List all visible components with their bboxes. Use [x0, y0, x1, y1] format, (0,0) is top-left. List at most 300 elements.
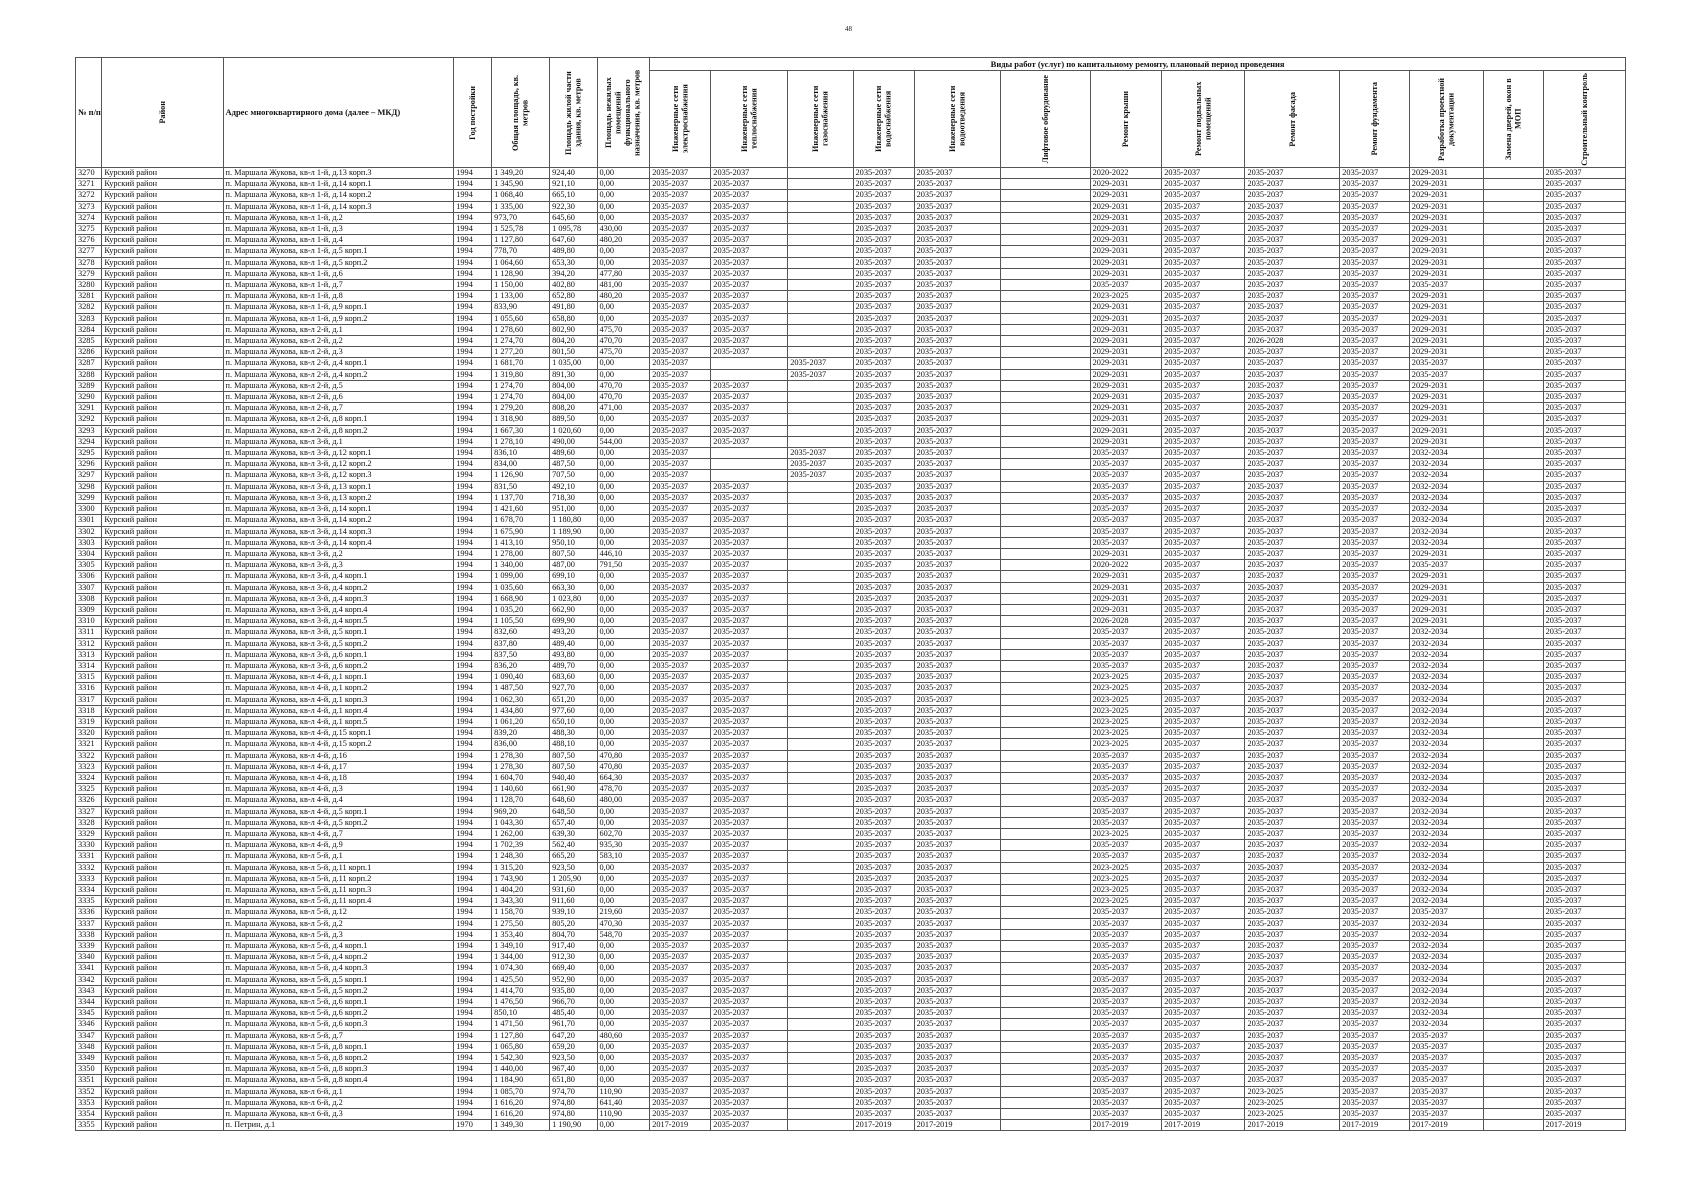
- water-period-cell: 2035-2037: [853, 470, 914, 481]
- roof-period-cell: 2023-2025: [1090, 828, 1162, 839]
- electric-period-cell: 2035-2037: [650, 302, 711, 313]
- foundation-period-cell: 2035-2037: [1340, 750, 1410, 761]
- doors-windows-period-cell: [1483, 448, 1543, 459]
- elevator-period-cell: [1001, 268, 1091, 279]
- build-year-cell: 1994: [454, 1030, 492, 1041]
- heating-period-cell: 2035-2037: [711, 784, 788, 795]
- address-cell: п. Маршала Жукова, кв-л 5-й, д.6 корп.3: [223, 1019, 454, 1030]
- foundation-period-cell: 2035-2037: [1340, 235, 1410, 246]
- district-cell: Курский район: [102, 280, 223, 291]
- foundation-period-cell: 2035-2037: [1340, 761, 1410, 772]
- district-cell: Курский район: [102, 425, 223, 436]
- heating-period-cell: 2035-2037: [711, 772, 788, 783]
- row-number-cell: 3313: [76, 649, 102, 660]
- water-period-cell: 2035-2037: [853, 997, 914, 1008]
- water-period-cell: 2035-2037: [853, 492, 914, 503]
- electric-period-cell: 2035-2037: [650, 291, 711, 302]
- total-area-cell: 1 743,90: [492, 873, 550, 884]
- living-area-cell: 808,20: [550, 403, 597, 414]
- living-area-cell: 645,60: [550, 212, 597, 223]
- address-cell: п. Маршала Жукова, кв-л 1-й, д.8: [223, 291, 454, 302]
- basement-period-cell: 2035-2037: [1162, 873, 1245, 884]
- heating-period-cell: 2035-2037: [711, 952, 788, 963]
- living-area-cell: 489,80: [550, 246, 597, 257]
- table-row: [76, 952, 1626, 963]
- foundation-period-cell: 2035-2037: [1340, 526, 1410, 537]
- gas-period-cell: [788, 963, 853, 974]
- gas-period-cell: [788, 705, 853, 716]
- table-row: [76, 840, 1626, 851]
- design-doc-period-cell: 2029-2031: [1409, 324, 1483, 335]
- roof-period-cell: 2029-2031: [1090, 336, 1162, 347]
- row-number-cell: 3288: [76, 369, 102, 380]
- electric-period-cell: 2035-2037: [650, 526, 711, 537]
- district-cell: Курский район: [102, 828, 223, 839]
- total-area-cell: 1 278,30: [492, 750, 550, 761]
- total-area-cell: 1 319,80: [492, 369, 550, 380]
- elevator-period-cell: [1001, 369, 1091, 380]
- nonliving-area-cell: 0,00: [597, 492, 650, 503]
- electric-period-cell: 2035-2037: [650, 1019, 711, 1030]
- electric-period-cell: 2035-2037: [650, 324, 711, 335]
- construction-control-period-cell: 2035-2037: [1543, 515, 1625, 526]
- gas-period-cell: [788, 1109, 853, 1120]
- foundation-period-cell: 2035-2037: [1340, 515, 1410, 526]
- district-cell: Курский район: [102, 604, 223, 615]
- heating-period-cell: 2035-2037: [711, 761, 788, 772]
- address-cell: п. Маршала Жукова, кв-л 2-й, д.7: [223, 403, 454, 414]
- living-area-cell: 718,30: [550, 492, 597, 503]
- roof-period-cell: 2035-2037: [1090, 649, 1162, 660]
- roof-period-cell: 2023-2025: [1090, 739, 1162, 750]
- district-cell: Курский район: [102, 481, 223, 492]
- gas-period-cell: [788, 425, 853, 436]
- sewer-period-cell: 2035-2037: [914, 985, 1000, 996]
- heating-period-cell: 2035-2037: [711, 235, 788, 246]
- row-number-cell: 3296: [76, 459, 102, 470]
- design-doc-period-cell: 2029-2031: [1409, 571, 1483, 582]
- nonliving-area-cell: 0,00: [597, 179, 650, 190]
- gas-period-cell: [788, 190, 853, 201]
- total-area-cell: 1 604,70: [492, 772, 550, 783]
- design-doc-period-cell: 2032-2034: [1409, 504, 1483, 515]
- row-number-cell: 3316: [76, 683, 102, 694]
- sewer-period-cell: 2035-2037: [914, 885, 1000, 896]
- design-doc-period-cell: 2032-2034: [1409, 627, 1483, 638]
- nonliving-area-cell: 219,60: [597, 907, 650, 918]
- work-header-label: Инженерные сети газоснабжения: [810, 85, 830, 153]
- build-year-cell: 1994: [454, 1075, 492, 1086]
- build-year-cell: 1994: [454, 616, 492, 627]
- heating-period-cell: 2035-2037: [711, 380, 788, 391]
- water-period-cell: 2035-2037: [853, 235, 914, 246]
- gas-period-cell: [788, 750, 853, 761]
- nonliving-area-cell: 0,00: [597, 817, 650, 828]
- nonliving-area-cell: 0,00: [597, 705, 650, 716]
- build-year-cell: 1994: [454, 515, 492, 526]
- roof-period-cell: 2035-2037: [1090, 806, 1162, 817]
- nonliving-area-cell: 470,70: [597, 380, 650, 391]
- address-cell: п. Маршала Жукова, кв-л 1-й, д.13 корп.3: [223, 168, 454, 179]
- construction-control-period-cell: 2035-2037: [1543, 885, 1625, 896]
- build-year-cell: 1994: [454, 504, 492, 515]
- facade-period-cell: 2035-2037: [1245, 268, 1340, 279]
- build-year-cell: 1994: [454, 560, 492, 571]
- gas-period-cell: [788, 806, 853, 817]
- construction-control-period-cell: 2035-2037: [1543, 907, 1625, 918]
- water-period-cell: 2035-2037: [853, 246, 914, 257]
- total-area-cell: 1 345,90: [492, 179, 550, 190]
- elevator-period-cell: [1001, 997, 1091, 1008]
- gas-period-cell: [788, 571, 853, 582]
- elevator-period-cell: [1001, 246, 1091, 257]
- gas-period-cell: [788, 616, 853, 627]
- water-period-cell: 2035-2037: [853, 1097, 914, 1108]
- row-number-cell: 3306: [76, 571, 102, 582]
- sewer-period-cell: 2035-2037: [914, 190, 1000, 201]
- build-year-cell: 1994: [454, 403, 492, 414]
- table-row: [76, 347, 1626, 358]
- water-period-cell: 2035-2037: [853, 459, 914, 470]
- nonliving-area-cell: 664,30: [597, 772, 650, 783]
- address-cell: п. Маршала Жукова, кв-л 3-й, д.4 корп.5: [223, 616, 454, 627]
- water-period-cell: 2035-2037: [853, 627, 914, 638]
- nonliving-area-cell: 544,00: [597, 436, 650, 447]
- elevator-period-cell: [1001, 941, 1091, 952]
- living-area-cell: 1 095,78: [550, 224, 597, 235]
- construction-control-period-cell: 2035-2037: [1543, 985, 1625, 996]
- work-header: [711, 71, 788, 168]
- sewer-period-cell: 2035-2037: [914, 537, 1000, 548]
- heating-period-cell: 2035-2037: [711, 593, 788, 604]
- table-row: [76, 425, 1626, 436]
- facade-period-cell: 2023-2025: [1245, 1109, 1340, 1120]
- district-cell: Курский район: [102, 1109, 223, 1120]
- electric-period-cell: 2035-2037: [650, 873, 711, 884]
- foundation-period-cell: 2035-2037: [1340, 403, 1410, 414]
- sewer-period-cell: 2035-2037: [914, 1030, 1000, 1041]
- design-doc-period-cell: 2029-2031: [1409, 593, 1483, 604]
- nonliving-area-cell: 0,00: [597, 358, 650, 369]
- heating-period-cell: 2035-2037: [711, 851, 788, 862]
- elevator-period-cell: [1001, 1064, 1091, 1075]
- water-period-cell: 2035-2037: [853, 784, 914, 795]
- col-district-header: [102, 58, 223, 168]
- construction-control-period-cell: 2035-2037: [1543, 683, 1625, 694]
- roof-period-cell: 2035-2037: [1090, 1041, 1162, 1052]
- sewer-period-cell: 2035-2037: [914, 302, 1000, 313]
- work-header-label: Инженерные сети водоснабжения: [874, 85, 893, 153]
- row-number-cell: 3285: [76, 336, 102, 347]
- electric-period-cell: 2035-2037: [650, 470, 711, 481]
- nonliving-area-cell: 0,00: [597, 1019, 650, 1030]
- sewer-period-cell: 2035-2037: [914, 571, 1000, 582]
- electric-period-cell: 2035-2037: [650, 952, 711, 963]
- electric-period-cell: 2035-2037: [650, 907, 711, 918]
- address-cell: п. Маршала Жукова, кв-л 4-й, д.9: [223, 840, 454, 851]
- facade-period-cell: 2023-2025: [1245, 1097, 1340, 1108]
- heating-period-cell: 2035-2037: [711, 627, 788, 638]
- row-number-cell: 3271: [76, 179, 102, 190]
- doors-windows-period-cell: [1483, 728, 1543, 739]
- living-area-cell: 651,80: [550, 1075, 597, 1086]
- row-number-cell: 3283: [76, 313, 102, 324]
- nonliving-area-cell: 0,00: [597, 862, 650, 873]
- district-cell: Курский район: [102, 862, 223, 873]
- foundation-period-cell: 2035-2037: [1340, 705, 1410, 716]
- doors-windows-period-cell: [1483, 918, 1543, 929]
- table-row: [76, 459, 1626, 470]
- basement-period-cell: 2035-2037: [1162, 974, 1245, 985]
- electric-period-cell: 2035-2037: [650, 1109, 711, 1120]
- total-area-cell: 1 090,40: [492, 672, 550, 683]
- construction-control-period-cell: 2035-2037: [1543, 504, 1625, 515]
- district-cell: Курский район: [102, 1075, 223, 1086]
- construction-control-period-cell: 2035-2037: [1543, 784, 1625, 795]
- gas-period-cell: [788, 436, 853, 447]
- address-cell: п. Маршала Жукова, кв-л 3-й, д.3: [223, 560, 454, 571]
- facade-period-cell: 2035-2037: [1245, 369, 1340, 380]
- row-number-cell: 3326: [76, 795, 102, 806]
- col-area-total-header: [492, 58, 550, 168]
- address-cell: п. Маршала Жукова, кв-л 5-й, д.4 корп.1: [223, 941, 454, 952]
- heating-period-cell: 2035-2037: [711, 1109, 788, 1120]
- address-cell: п. Маршала Жукова, кв-л 2-й, д.1: [223, 324, 454, 335]
- facade-period-cell: 2035-2037: [1245, 436, 1340, 447]
- district-cell: Курский район: [102, 324, 223, 335]
- water-period-cell: 2035-2037: [853, 929, 914, 940]
- total-area-cell: 1 278,10: [492, 436, 550, 447]
- roof-period-cell: 2023-2025: [1090, 291, 1162, 302]
- roof-period-cell: 2035-2037: [1090, 492, 1162, 503]
- design-doc-period-cell: 2032-2034: [1409, 840, 1483, 851]
- nonliving-area-cell: 110,90: [597, 1109, 650, 1120]
- roof-period-cell: 2026-2028: [1090, 616, 1162, 627]
- electric-period-cell: 2035-2037: [650, 616, 711, 627]
- heating-period-cell: 2035-2037: [711, 885, 788, 896]
- build-year-cell: 1994: [454, 1019, 492, 1030]
- basement-period-cell: 2017-2019: [1162, 1120, 1245, 1131]
- district-cell: Курский район: [102, 1008, 223, 1019]
- elevator-period-cell: [1001, 302, 1091, 313]
- address-cell: п. Маршала Жукова, кв-л 1-й, д.14 корп.1: [223, 179, 454, 190]
- water-period-cell: 2035-2037: [853, 828, 914, 839]
- design-doc-period-cell: 2032-2034: [1409, 896, 1483, 907]
- gas-period-cell: [788, 952, 853, 963]
- build-year-cell: 1994: [454, 750, 492, 761]
- gas-period-cell: [788, 313, 853, 324]
- elevator-period-cell: [1001, 470, 1091, 481]
- work-header: [853, 71, 914, 168]
- sewer-period-cell: 2035-2037: [914, 560, 1000, 571]
- construction-control-period-cell: 2035-2037: [1543, 548, 1625, 559]
- construction-control-period-cell: 2035-2037: [1543, 212, 1625, 223]
- district-cell: Курский район: [102, 504, 223, 515]
- table-row: [76, 974, 1626, 985]
- construction-control-period-cell: 2035-2037: [1543, 1008, 1625, 1019]
- water-period-cell: 2035-2037: [853, 336, 914, 347]
- construction-control-period-cell: 2035-2037: [1543, 280, 1625, 291]
- total-area-cell: 1 434,80: [492, 705, 550, 716]
- sewer-period-cell: 2035-2037: [914, 862, 1000, 873]
- nonliving-area-cell: 641,40: [597, 1097, 650, 1108]
- heating-period-cell: 2035-2037: [711, 997, 788, 1008]
- sewer-period-cell: 2035-2037: [914, 1019, 1000, 1030]
- doors-windows-period-cell: [1483, 784, 1543, 795]
- nonliving-area-cell: 0,00: [597, 582, 650, 593]
- facade-period-cell: 2035-2037: [1245, 929, 1340, 940]
- elevator-period-cell: [1001, 1041, 1091, 1052]
- doors-windows-period-cell: [1483, 168, 1543, 179]
- row-number-cell: 3293: [76, 425, 102, 436]
- design-doc-period-cell: 2029-2031: [1409, 302, 1483, 313]
- nonliving-area-cell: 0,00: [597, 683, 650, 694]
- facade-period-cell: 2035-2037: [1245, 1064, 1340, 1075]
- table-row: [76, 997, 1626, 1008]
- construction-control-period-cell: 2035-2037: [1543, 425, 1625, 436]
- construction-control-period-cell: 2035-2037: [1543, 526, 1625, 537]
- gas-period-cell: [788, 1030, 853, 1041]
- roof-period-cell: 2035-2037: [1090, 1086, 1162, 1097]
- foundation-period-cell: 2035-2037: [1340, 481, 1410, 492]
- address-cell: п. Маршала Жукова, кв-л 5-й, д.5 корп.1: [223, 974, 454, 985]
- water-period-cell: 2035-2037: [853, 571, 914, 582]
- build-year-cell: 1994: [454, 526, 492, 537]
- total-area-cell: 1 262,00: [492, 828, 550, 839]
- gas-period-cell: [788, 1008, 853, 1019]
- district-cell: Курский район: [102, 795, 223, 806]
- facade-period-cell: 2017-2019: [1245, 1120, 1340, 1131]
- heating-period-cell: 2035-2037: [711, 492, 788, 503]
- roof-period-cell: 2023-2025: [1090, 716, 1162, 727]
- row-number-cell: 3312: [76, 638, 102, 649]
- water-period-cell: 2035-2037: [853, 851, 914, 862]
- address-cell: п. Маршала Жукова, кв-л 3-й, д.4 корп.2: [223, 582, 454, 593]
- build-year-cell: 1994: [454, 593, 492, 604]
- roof-period-cell: 2029-2031: [1090, 212, 1162, 223]
- address-cell: п. Маршала Жукова, кв-л 5-й, д.8 корп.1: [223, 1041, 454, 1052]
- total-area-cell: 832,60: [492, 627, 550, 638]
- gas-period-cell: [788, 492, 853, 503]
- roof-period-cell: 2029-2031: [1090, 548, 1162, 559]
- construction-control-period-cell: 2035-2037: [1543, 873, 1625, 884]
- table-row: [76, 1030, 1626, 1041]
- doors-windows-period-cell: [1483, 997, 1543, 1008]
- row-number-cell: 3276: [76, 235, 102, 246]
- heating-period-cell: 2035-2037: [711, 515, 788, 526]
- electric-period-cell: 2035-2037: [650, 828, 711, 839]
- construction-control-period-cell: 2035-2037: [1543, 246, 1625, 257]
- build-year-cell: 1994: [454, 941, 492, 952]
- roof-period-cell: 2035-2037: [1090, 761, 1162, 772]
- facade-period-cell: 2035-2037: [1245, 324, 1340, 335]
- row-number-cell: 3284: [76, 324, 102, 335]
- basement-period-cell: 2035-2037: [1162, 504, 1245, 515]
- build-year-cell: 1994: [454, 963, 492, 974]
- design-doc-period-cell: 2032-2034: [1409, 716, 1483, 727]
- roof-period-cell: 2035-2037: [1090, 929, 1162, 940]
- total-area-cell: 1 277,20: [492, 347, 550, 358]
- gas-period-cell: [788, 526, 853, 537]
- district-cell: Курский район: [102, 974, 223, 985]
- living-area-cell: 488,10: [550, 739, 597, 750]
- basement-period-cell: 2035-2037: [1162, 1053, 1245, 1064]
- basement-period-cell: 2035-2037: [1162, 548, 1245, 559]
- build-year-cell: 1994: [454, 828, 492, 839]
- address-cell: п. Маршала Жукова, кв-л 1-й, д.6: [223, 268, 454, 279]
- electric-period-cell: 2035-2037: [650, 212, 711, 223]
- design-doc-period-cell: 2029-2031: [1409, 336, 1483, 347]
- roof-period-cell: 2020-2022: [1090, 168, 1162, 179]
- electric-period-cell: 2035-2037: [650, 257, 711, 268]
- foundation-period-cell: 2035-2037: [1340, 280, 1410, 291]
- address-cell: п. Маршала Жукова, кв-л 5-й, д.2: [223, 918, 454, 929]
- sewer-period-cell: 2035-2037: [914, 593, 1000, 604]
- water-period-cell: 2035-2037: [853, 795, 914, 806]
- facade-period-cell: 2035-2037: [1245, 224, 1340, 235]
- roof-period-cell: 2035-2037: [1090, 963, 1162, 974]
- build-year-cell: 1994: [454, 929, 492, 940]
- electric-period-cell: 2035-2037: [650, 885, 711, 896]
- construction-control-period-cell: 2035-2037: [1543, 302, 1625, 313]
- basement-period-cell: 2035-2037: [1162, 694, 1245, 705]
- gas-period-cell: [788, 638, 853, 649]
- doors-windows-period-cell: [1483, 380, 1543, 391]
- nonliving-area-cell: 480,60: [597, 1030, 650, 1041]
- heating-period-cell: 2035-2037: [711, 481, 788, 492]
- table-row: [76, 750, 1626, 761]
- construction-control-period-cell: 2035-2037: [1543, 1086, 1625, 1097]
- facade-period-cell: 2035-2037: [1245, 885, 1340, 896]
- build-year-cell: 1994: [454, 1053, 492, 1064]
- basement-period-cell: 2035-2037: [1162, 593, 1245, 604]
- electric-period-cell: 2035-2037: [650, 571, 711, 582]
- heating-period-cell: 2035-2037: [711, 571, 788, 582]
- basement-period-cell: 2035-2037: [1162, 380, 1245, 391]
- gas-period-cell: [788, 235, 853, 246]
- district-cell: Курский район: [102, 347, 223, 358]
- heating-period-cell: 2035-2037: [711, 616, 788, 627]
- row-number-cell: 3273: [76, 201, 102, 212]
- table-row: [76, 638, 1626, 649]
- facade-period-cell: 2035-2037: [1245, 179, 1340, 190]
- foundation-period-cell: 2035-2037: [1340, 772, 1410, 783]
- row-number-cell: 3337: [76, 918, 102, 929]
- row-number-cell: 3297: [76, 470, 102, 481]
- construction-control-period-cell: 2035-2037: [1543, 806, 1625, 817]
- water-period-cell: 2035-2037: [853, 918, 914, 929]
- foundation-period-cell: 2035-2037: [1340, 425, 1410, 436]
- gas-period-cell: [788, 772, 853, 783]
- electric-period-cell: 2035-2037: [650, 683, 711, 694]
- doors-windows-period-cell: [1483, 851, 1543, 862]
- living-area-cell: 650,10: [550, 716, 597, 727]
- elevator-period-cell: [1001, 403, 1091, 414]
- roof-period-cell: 2029-2031: [1090, 604, 1162, 615]
- gas-period-cell: [788, 537, 853, 548]
- design-doc-period-cell: 2032-2034: [1409, 862, 1483, 873]
- sewer-period-cell: 2017-2019: [914, 1120, 1000, 1131]
- doors-windows-period-cell: [1483, 873, 1543, 884]
- total-area-cell: 1 668,90: [492, 593, 550, 604]
- roof-period-cell: 2035-2037: [1090, 627, 1162, 638]
- heating-period-cell: [711, 459, 788, 470]
- table-row: [76, 806, 1626, 817]
- sewer-period-cell: 2035-2037: [914, 179, 1000, 190]
- district-cell: Курский район: [102, 873, 223, 884]
- table-row: [76, 728, 1626, 739]
- table-row: [76, 313, 1626, 324]
